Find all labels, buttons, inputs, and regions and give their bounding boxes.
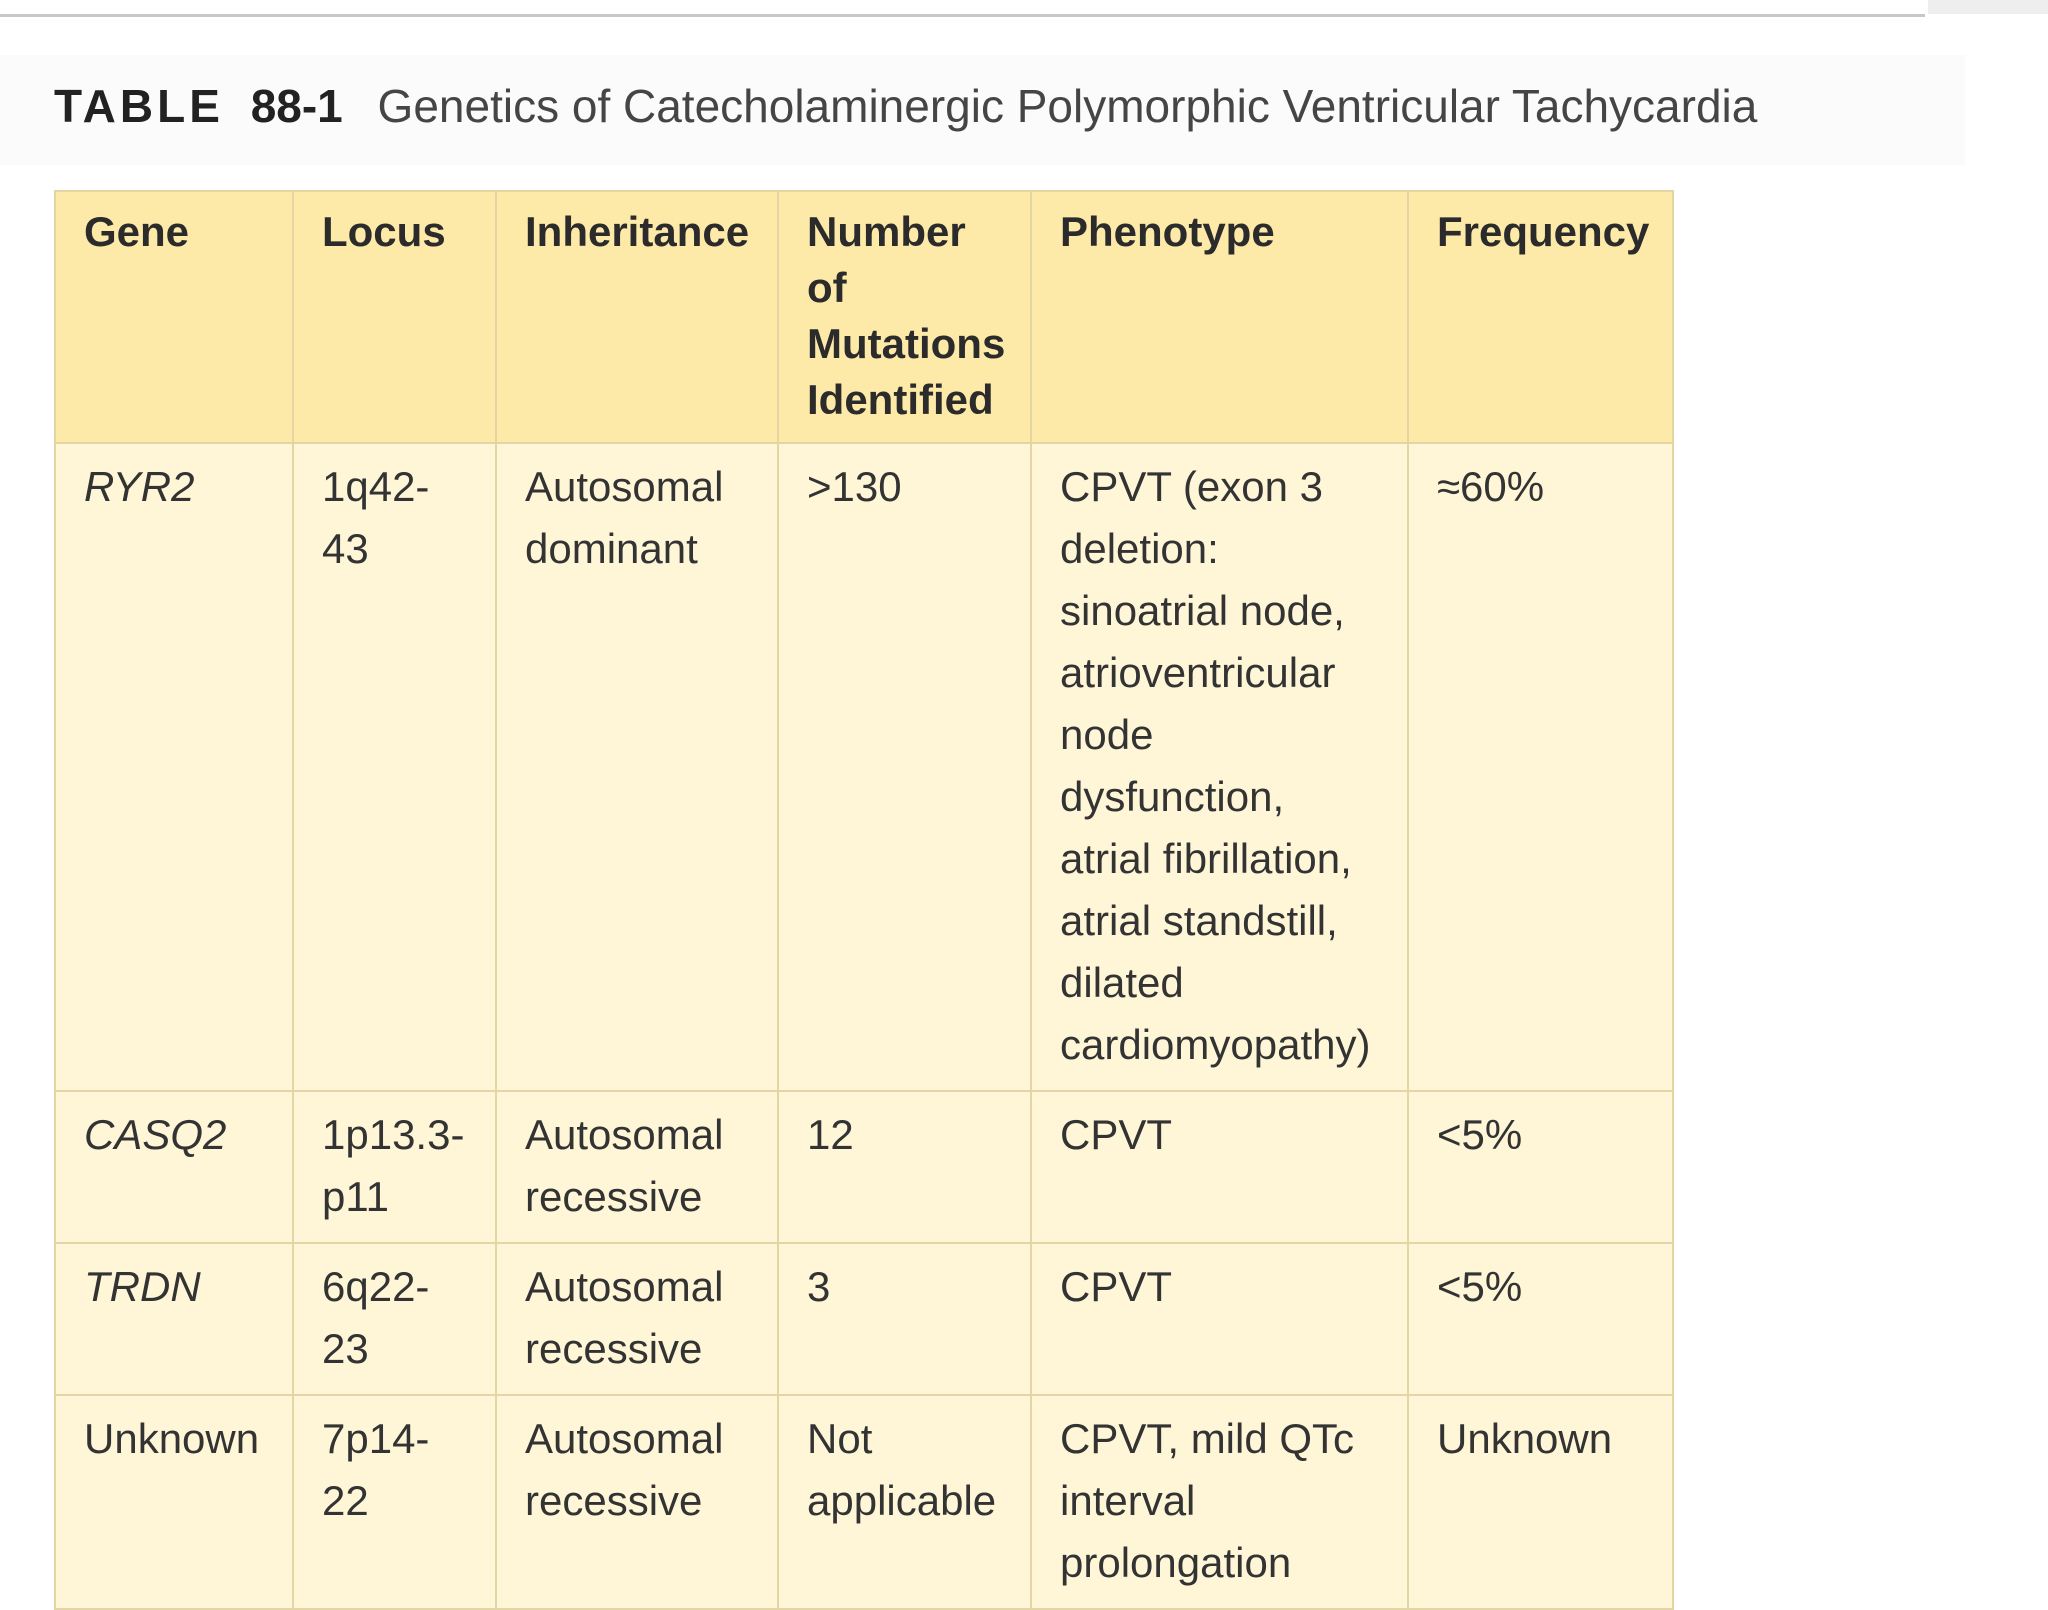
cell-inheritance: Autosomal recessive [496, 1091, 778, 1243]
cell-locus: 1p13.3-p11 [293, 1091, 496, 1243]
cell-inheritance: Autosomal dominant [496, 443, 778, 1091]
table-row [55, 1395, 1673, 1609]
cell-locus: 1q42-43 [293, 443, 496, 1091]
header-inheritance: Inheritance [496, 191, 778, 443]
cell-gene: RYR2 [55, 443, 293, 1091]
header-mutations: Number of Mutations Identified [778, 191, 1031, 443]
table-row [55, 443, 1673, 1091]
cell-mutations: >130 [778, 443, 1031, 1091]
cell-gene: TRDN [55, 1243, 293, 1395]
cell-phenotype: CPVT, mild QTc interval prolongation [1031, 1395, 1408, 1609]
header-gene: Gene [55, 191, 293, 443]
table-label: TABLE [54, 80, 224, 132]
cell-inheritance: Autosomal recessive [496, 1395, 778, 1609]
cell-gene: Unknown [55, 1395, 293, 1609]
cell-gene: CASQ2 [55, 1091, 293, 1243]
cell-mutations: 12 [778, 1091, 1031, 1243]
cell-locus: 6q22-23 [293, 1243, 496, 1395]
cell-mutations: 3 [778, 1243, 1031, 1395]
cell-inheritance: Autosomal recessive [496, 1243, 778, 1395]
table-caption: Genetics of Catecholaminergic Polymorphic Ventricular Tachycardia [377, 80, 1758, 132]
cell-phenotype: CPVT (exon 3 deletion: sinoatrial node, atrioventricular node dysfunction, atrial fibrillation, atrial standstill, dilated cardiomyopathy) [1031, 443, 1408, 1091]
table-row [55, 1091, 1673, 1243]
top-bar-corner [1928, 0, 2048, 14]
cell-frequency: <5% [1408, 1243, 1673, 1395]
cell-phenotype: CPVT [1031, 1091, 1408, 1243]
top-scroll-bar[interactable] [0, 0, 1925, 17]
table-number: 88-1 [250, 80, 343, 132]
header-frequency: Frequency [1408, 191, 1673, 443]
cell-locus: 7p14-22 [293, 1395, 496, 1609]
cell-frequency: Unknown [1408, 1395, 1673, 1609]
genetics-table [54, 190, 1674, 1610]
header-locus: Locus [293, 191, 496, 443]
header-row [55, 191, 1673, 443]
table-title [54, 76, 1757, 136]
header-phenotype: Phenotype [1031, 191, 1408, 443]
cell-mutations: Not applicable [778, 1395, 1031, 1609]
table-row [55, 1243, 1673, 1395]
cell-frequency: <5% [1408, 1091, 1673, 1243]
cell-phenotype: CPVT [1031, 1243, 1408, 1395]
cell-frequency: ≈60% [1408, 443, 1673, 1091]
